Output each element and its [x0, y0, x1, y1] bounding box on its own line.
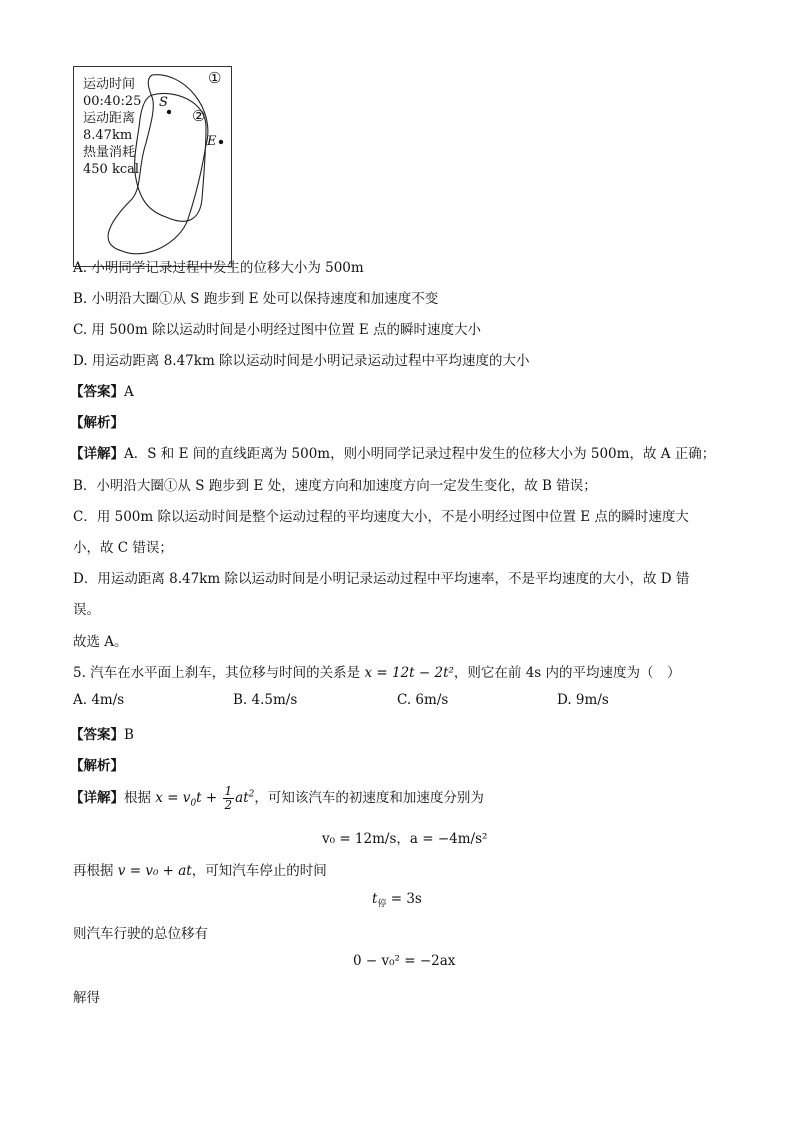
- q5-analysis-tag: 【解析】: [70, 758, 124, 774]
- formula-velocity: v = v₀ + at: [117, 863, 192, 879]
- detail-text-a: 根据: [124, 790, 151, 806]
- equation-displacement: 0 − v₀² = −2ax: [353, 953, 456, 969]
- q5-stem: [73, 661, 681, 681]
- detail-text: A．S 和 E 间的直线距离为 500m，则小明同学记录过程中发生的位移大小为 500m，故 A 正确；: [124, 446, 716, 462]
- formula-displacement: $x = v_0t$ + $\frac{1}{2}$ $at^2$: [155, 784, 255, 812]
- q5-detail-line-1: [70, 785, 484, 812]
- q4-detail-line-4: 小，故 C 错误；: [73, 540, 173, 556]
- answer-value: B: [124, 727, 134, 743]
- q5-answer: [70, 723, 134, 743]
- answer-value: A: [124, 384, 134, 400]
- q4-answer: [70, 380, 134, 400]
- stat-value-time: 00:40:25: [83, 94, 142, 109]
- q5-detail-line-3: 则汽车行驶的总位移有: [73, 926, 208, 942]
- q5-detail-line-4: 解得: [73, 990, 100, 1006]
- loop-1-marker: ①: [208, 69, 222, 87]
- stop-time-value: = 3s: [386, 891, 422, 907]
- q4-detail-line-1: [70, 442, 715, 462]
- stat-label-time: 运动时间: [83, 77, 136, 92]
- line2-text-a: 再根据: [73, 863, 114, 879]
- q4-detail-line-3: C．用 500m 除以运动时间是整个运动过程的平均速度大小，不是小明经过图中位置 E 点的瞬时速度大: [73, 509, 689, 525]
- line2-text-b: ，可知汽车停止的时间: [191, 863, 327, 879]
- stop-subscript: 停: [377, 899, 387, 910]
- detail-tag: 【详解】: [70, 790, 124, 806]
- big-loop-path: [108, 75, 208, 254]
- q4-option-b: B. 小明沿大圈①从 S 跑步到 E 处可以保持速度和加速度不变: [73, 291, 439, 307]
- q5-option-c: C. 6m/s: [397, 692, 449, 708]
- q4-detail-line-6: 误。: [73, 602, 100, 618]
- equation-initial-values: v₀ = 12m/s，a = −4m/s²: [322, 831, 488, 847]
- point-e: [219, 140, 223, 144]
- point-s: [167, 110, 171, 114]
- stat-value-calories: 450 kcal: [83, 162, 140, 177]
- equation-stop-time: $t_停 = 3s$: [372, 891, 422, 910]
- track-diagram: [74, 67, 231, 266]
- label-s: S: [159, 95, 168, 110]
- stat-value-distance: 8.47km: [83, 128, 133, 143]
- q5-option-d: D. 9m/s: [557, 692, 609, 708]
- stat-label-calories: 热量消耗: [83, 145, 136, 160]
- running-track-figure: [73, 66, 232, 267]
- q5-stem-text-b: ，则它在前 4s 内的平均速度为（ ）: [453, 665, 681, 681]
- q5-detail-line-2: [73, 859, 327, 879]
- q5-stem-text-a: 5. 汽车在水平面上刹车，其位移与时间的关系是: [73, 665, 361, 681]
- stat-label-distance: 运动距离: [83, 111, 136, 126]
- loop-2-marker: ②: [192, 107, 206, 125]
- q4-detail-line-5: D．用运动距离 8.47km 除以运动时间是小明记录运动过程中平均速率，不是平均速度的大小，故 D 错: [73, 571, 690, 587]
- q4-conclusion: 故选 A。: [73, 634, 128, 650]
- detail-tag: 【详解】: [70, 446, 124, 462]
- q5-option-a: A. 4m/s: [73, 692, 125, 708]
- q5-option-b: B. 4.5m/s: [233, 692, 298, 708]
- q4-analysis-tag: 【解析】: [70, 415, 124, 431]
- q4-option-a: A. 小明同学记录过程中发生的位移大小为 500m: [73, 260, 364, 276]
- answer-tag: 【答案】: [70, 384, 124, 400]
- label-e: E: [207, 134, 217, 149]
- q4-detail-line-2: B．小明沿大圈①从 S 跑步到 E 处，速度方向和加速度方向一定发生变化，故 B 错误；: [73, 478, 597, 494]
- q4-option-d: D. 用运动距离 8.47km 除以运动时间是小明记录运动过程中平均速度的大小: [73, 353, 530, 369]
- answer-tag: 【答案】: [70, 727, 124, 743]
- detail-text-b: ，可知该汽车的初速度和加速度分别为: [254, 790, 484, 806]
- q4-option-c: C. 用 500m 除以运动时间是小明经过图中位置 E 点的瞬时速度大小: [73, 322, 482, 338]
- q5-stem-formula: x = 12t − 2t²: [364, 665, 454, 681]
